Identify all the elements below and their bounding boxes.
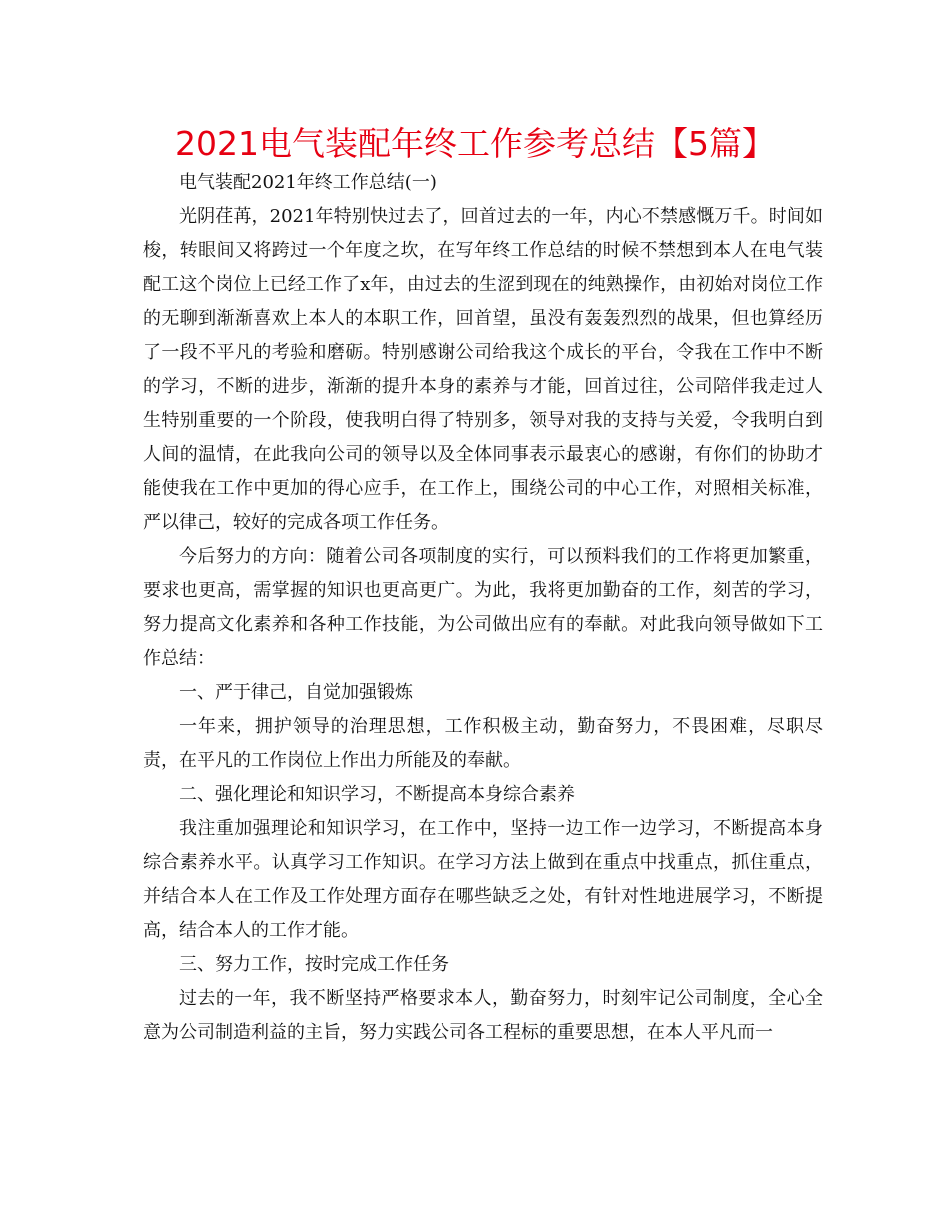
paragraph: 今后努力的方向：随着公司各项制度的实行，可以预料我们的工作将更加繁重，要求也更高，需掌握的知识也更高更广。为此，我将更加勤奋的工作，刻苦的学习，努力提高文化素养和各种工作技能，为公司做出应有的奉献。对此我向领导做如下工作总结： [143,546,823,669]
paragraph: 光阴荏苒，2021年特别快过去了，回首过去的一年，内心不禁感慨万千。时间如梭，转眼间又将跨过一个年度之坎，在写年终工作总结的时候不禁想到本人在电气装配工这个岗位上已经工作了x年，由过去的生涩到现在的纯熟操作，由初始对岗位工作的无聊到渐渐喜欢上本人的本职工作，回首望，虽没有轰轰烈烈的战果，但也算经历了一段不平凡的考验和磨砺。特别感谢公司给我这个成长的平台，令我在工作中不断的学习，不断的进步，渐渐的提升本身的素养与才能，回首过往，公司陪伴我走过人生特别重要的一个阶段，使我明白得了特别多，领导对我的支持与关爱，令我明白到人间的温情，在此我向公司的领导以及全体同事表示最衷心的感谢，有你们的协助才能使我在工作中更加的得心应手，在工作上，围绕公司的中心工作，对照相关标准，严以律己，较好的完成各项工作任务。 [143,206,823,533]
section-heading: 电气装配2021年终工作总结(一) [179,172,437,193]
document-body [143,166,823,1050]
paragraph: 一年来，拥护领导的治理思想，工作积极主动，勤奋努力，不畏困难，尽职尽责，在平凡的工作岗位上作出力所能及的奉献。 [143,716,823,771]
paragraph: 我注重加强理论和知识学习，在工作中，坚持一边工作一边学习，不断提高本身综合素养水平。认真学习工作知识。在学习方法上做到在重点中找重点，抓住重点，并结合本人在工作及工作处理方面存在哪些缺乏之处，有针对性地进展学习，不断提高，结合本人的工作才能。 [143,818,823,941]
paragraph: 过去的一年，我不断坚持严格要求本人，勤奋努力，时刻牢记公司制度，全心全意为公司制造利益的主旨，努力实践公司各工程标的重要思想，在本人平凡而一 [143,988,823,1043]
subheading: 三、努力工作，按时完成工作任务 [179,954,449,975]
subheading: 一、严于律己，自觉加强锻炼 [179,682,413,703]
document-title: 2021电气装配年终工作参考总结【5篇】 [175,124,775,163]
subheading: 二、强化理论和知识学习，不断提高本身综合素养 [179,784,575,805]
